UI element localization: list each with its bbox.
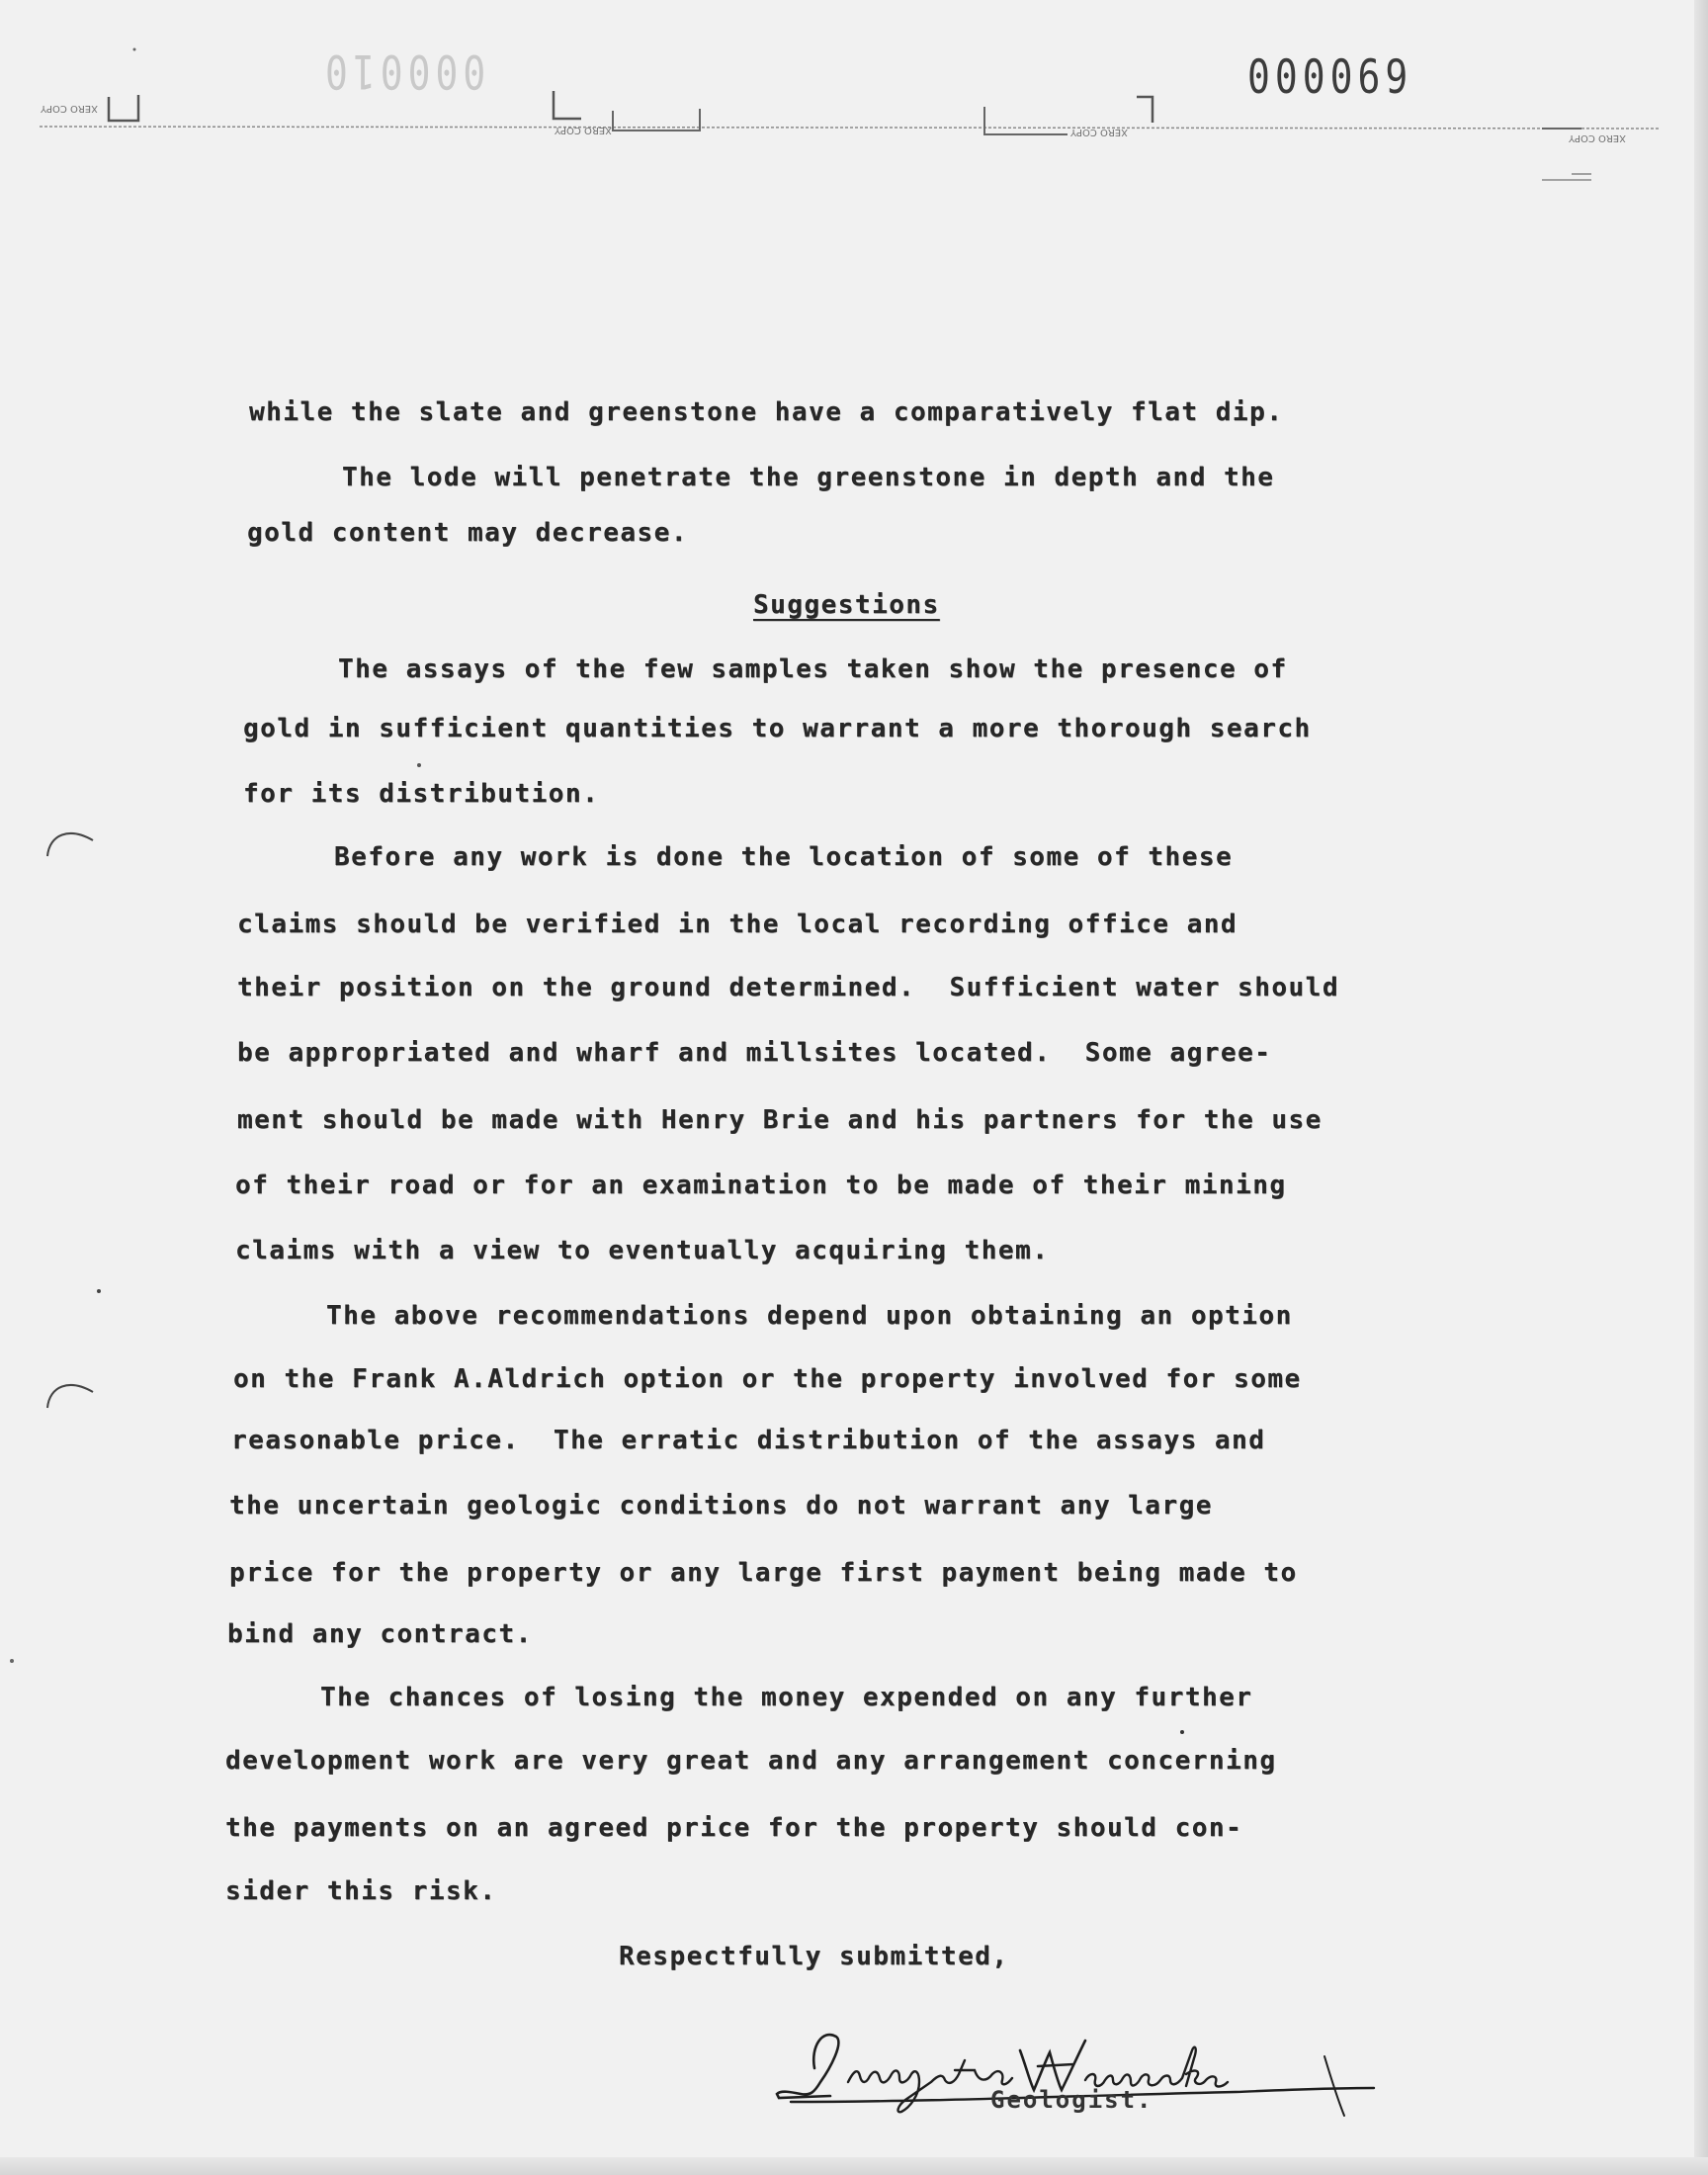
text-line: price for the property or any large first payment being made to — [229, 1558, 1298, 1588]
section-heading: Suggestions — [753, 590, 940, 620]
text-line: the payments on an agreed price for the property should con- — [225, 1813, 1243, 1843]
text-line: for its distribution. — [243, 779, 600, 809]
text-line: The above recommendations depend upon obtaining an option — [326, 1301, 1293, 1331]
text-line: bind any contract. — [227, 1619, 533, 1649]
copy-stamp: XERO COPY — [1569, 132, 1626, 143]
closing-salutation: Respectfully submitted, — [619, 1942, 1009, 1971]
scan-edge — [1694, 0, 1708, 2175]
text-line: development work are very great and any arrangement concerning — [225, 1746, 1277, 1776]
text-line: Before any work is done the location of some of these — [334, 842, 1234, 872]
text-line: The lode will penetrate the greenstone in depth and the — [342, 463, 1275, 492]
text-line: gold content may decrease. — [247, 518, 688, 548]
text-line: while the slate and greenstone have a comparatively flat dip. — [249, 397, 1284, 427]
text-line: claims with a view to eventually acquiring them. — [235, 1236, 1050, 1265]
text-line: their position on the ground determined. Sufficient water should — [237, 973, 1339, 1002]
text-line: ment should be made with Henry Brie and his partners for the use — [237, 1105, 1323, 1135]
text-line: The assays of the few samples taken show the presence of — [338, 654, 1288, 684]
page-number: 000069 — [1247, 49, 1413, 104]
text-line: of their road or for an examination to be made of their mining — [235, 1171, 1287, 1200]
copy-stamp: XERO COPY — [41, 103, 98, 114]
text-line: gold in sufficient quantities to warrant a more thorough search — [243, 714, 1312, 743]
text-line: the uncertain geologic conditions do not warrant any large — [229, 1491, 1213, 1521]
copy-stamp: XERO COPY — [555, 125, 612, 135]
signatory-title: Geologist. — [990, 2086, 1153, 2114]
text-line: be appropriated and wharf and millsites located. Some agree- — [237, 1038, 1272, 1068]
text-line: The chances of losing the money expended on any further — [320, 1683, 1253, 1712]
text-line: sider this risk. — [225, 1876, 497, 1906]
faint-page-number: 000010 — [320, 44, 486, 99]
text-line: reasonable price. The erratic distribution of the assays and — [231, 1426, 1266, 1455]
text-line: on the Frank A.Aldrich option or the property involved for some — [233, 1364, 1302, 1394]
text-line: claims should be verified in the local recording office and — [237, 910, 1238, 939]
copy-stamp: XERO COPY — [1070, 127, 1128, 137]
scan-edge — [0, 2157, 1708, 2175]
